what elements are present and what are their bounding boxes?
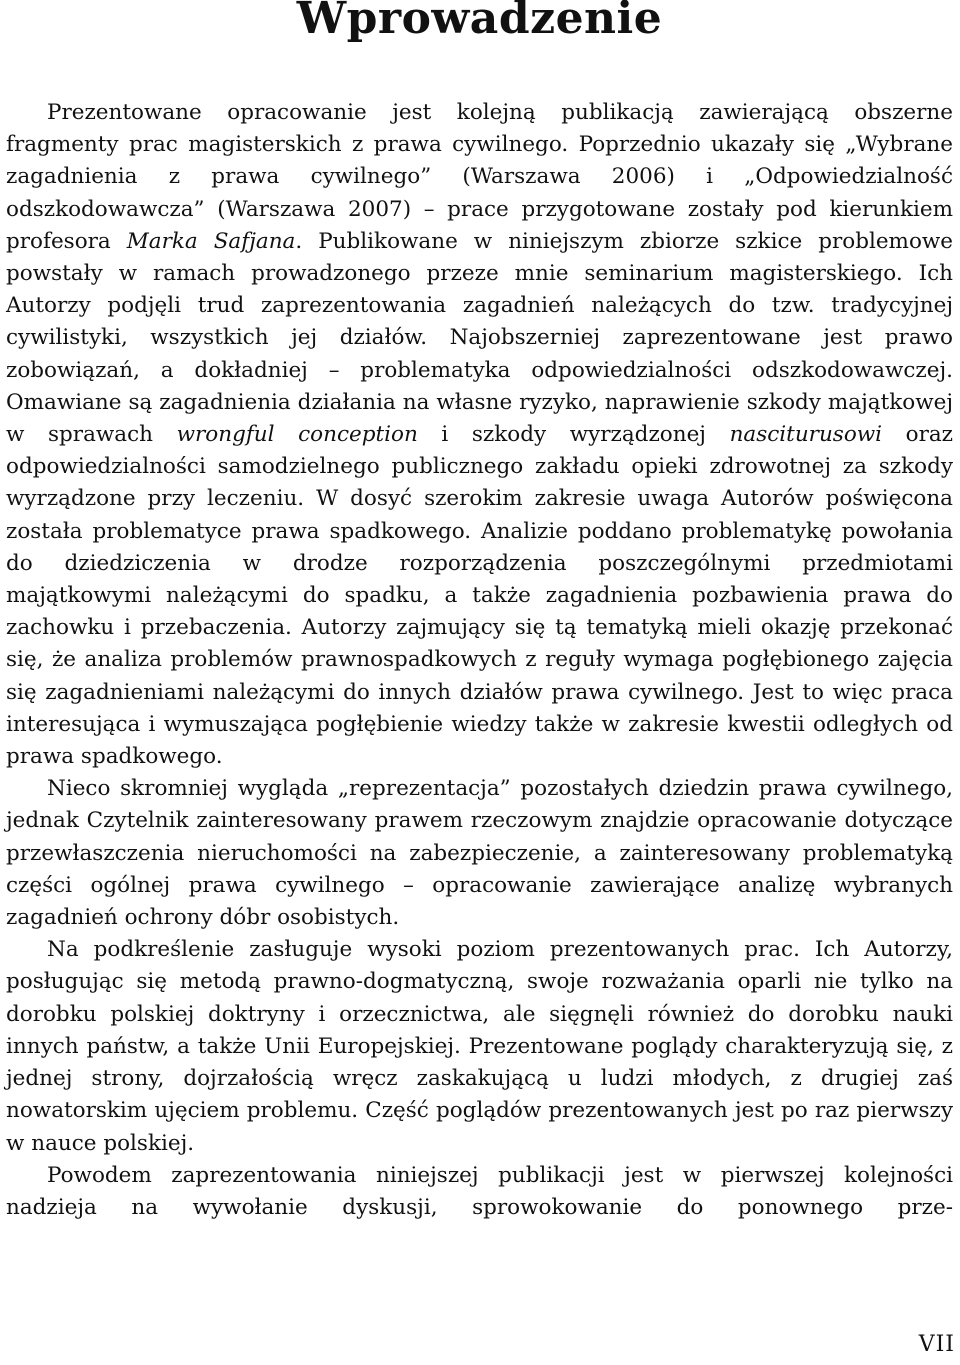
italic-text: wrongful conception	[176, 422, 418, 448]
document-body	[6, 97, 953, 1224]
page-number: VII	[918, 1332, 955, 1357]
italic-text: nasciturusowi	[729, 422, 883, 448]
paragraph-text: i szkody wyrządzonej	[417, 422, 730, 448]
paragraph	[6, 1160, 953, 1224]
document-page	[6, 0, 953, 1365]
paragraph-text: Nieco skromniej wygląda „reprezentacja” pozostałych dziedzin prawa cywilnego, jednak Czytelnik zainteresowany prawem rzeczowym znajdzie opracowanie dotyczące przewłaszczenia nieruchomości na zabezpieczenie, a zainteresowany problematyką części ogólnej prawa cywilnego – opracowanie zawierające analizę wybranych zagadnień ochrony dóbr osobistych.	[6, 776, 953, 931]
paragraph	[6, 97, 953, 773]
page-title: Wprowadzenie	[296, 0, 663, 44]
paragraph	[6, 773, 953, 934]
paragraph-text: oraz odpowiedzialności samodzielnego publicznego zakładu opieki zdrowotnej za szkody wyrządzone przy leczeniu. W dosyć szerokim zakresie uwaga Autorów poświęcona została problematyce prawa spadkowego. Analizie poddano problematykę powołania do dziedziczenia w drodze rozporządzenia poszczególnymi przedmiotami majątkowymi należącymi do spadku, a także zagadnienia pozbawienia prawa do zachowku i przebaczenia. Autorzy zajmujący się tą tematyką mieli okazję przekonać się, że analiza problemów prawnospadkowych z reguły wymaga pogłębionego zajęcia się zagadnieniami należącymi do innych działów prawa cywilnego. Jest to więc praca interesująca i wymuszająca pogłębienie wiedzy także w zakresie kwestii odległych od prawa spadkowego.	[6, 422, 954, 770]
paragraph-text: Powodem zaprezentowania niniejszej publikacji jest w pierwszej kolejności nadzieja na wywołanie dyskusji, sprowokowanie do ponownego prze-	[6, 1162, 953, 1220]
paragraph-text: . Publikowane w niniejszym zbiorze szkice problemowe powstały w ramach prowadzonego przeze mnie seminarium magisterskiego. Ich Autorzy podjęli trud zaprezentowania zagadnień należących do tzw. tradycyjnej cywilistyki, wszystkich jej działów. Najobszerniej zaprezentowane jest prawo zobowiązań, a dokładniej – problematyka odpowiedzialności odszkodowawczej. Omawiane są zagadnienia działania na własne ryzyko, naprawienie szkody majątkowej w sprawach	[6, 228, 954, 448]
italic-text: Marka Safjana	[126, 228, 296, 254]
paragraph	[6, 934, 953, 1159]
paragraph-text: Na podkreślenie zasługuje wysoki poziom prezentowanych prac. Ich Autorzy, posługując się metodą prawno-dogmatyczną, swoje rozważania oparli nie tylko na dorobku polskiej doktryny i orzecznictwa, ale sięgnęli również do dorobku nauki innych państw, a także Unii Europejskiej. Prezentowane poglądy charakteryzują się, z jednej strony, dojrzałością wręcz zaskakującą u ludzi młodych, z drugiej zaś nowatorskim ujęciem problemu. Część poglądów prezentowanych jest po raz pierwszy w nauce polskiej.	[6, 937, 953, 1156]
paragraph-text: Prezentowane opracowanie jest kolejną publikacją zawierającą obszerne fragmenty prac magisterskich z prawa cywilnego. Poprzednio ukazały się „Wybrane zagadnienia z prawa cywilnego” (Warszawa 2006) i „Odpowiedzialność odszkodowawcza” (Warszawa 2007) – prace przygotowane zostały pod kierunkiem profesora	[6, 100, 953, 254]
